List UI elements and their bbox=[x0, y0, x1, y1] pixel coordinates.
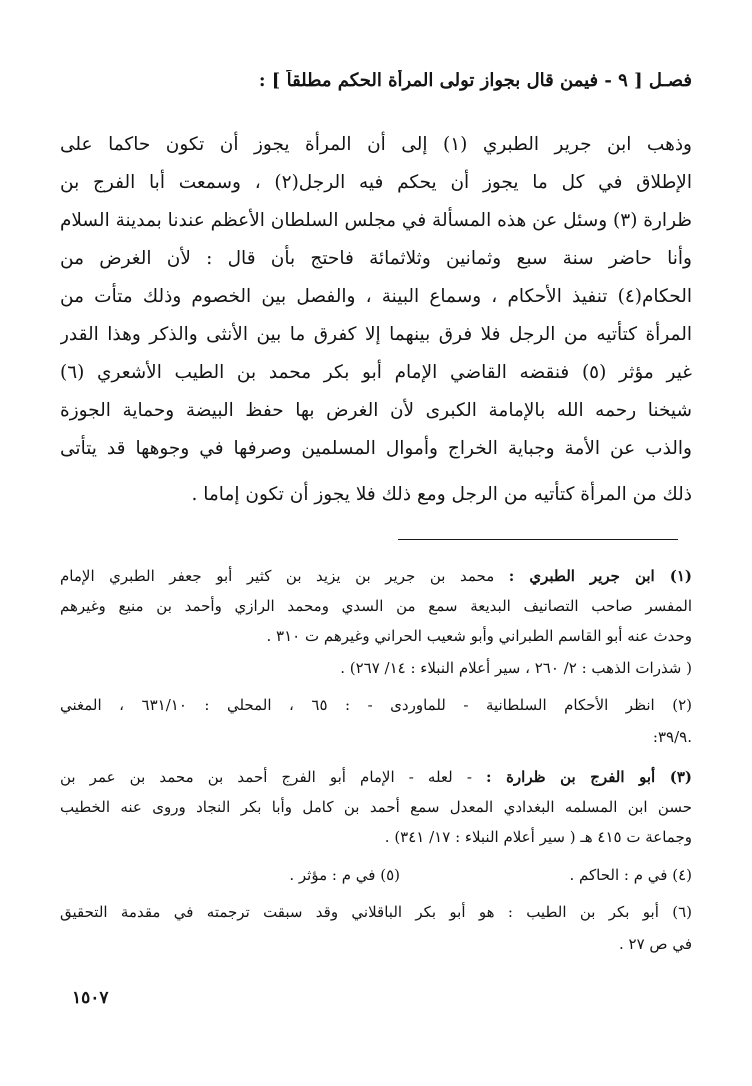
footnote-3-title: (٣) أبو الفرج بن ظرارة : bbox=[485, 768, 692, 786]
body-line-3: ظرارة (٣) وسئل عن هذه المسألة في مجلس السلطان الأعظم عندنا بمدينة السلام bbox=[60, 210, 692, 231]
footnote-3-text: - لعله - الإمام أبو الفرج أحمد بن محمد بن عمر بن bbox=[60, 768, 472, 786]
footnote-3-line-3: وجماعة ت ٤١٥ هـ ( سير أعلام النبلاء : ١٧/ ٣٤١) . bbox=[384, 828, 692, 846]
body-line-10: ذلك من المرأة كتأتيه من الرجل ومع ذلك فلا يجوز أن تكون إماما . bbox=[191, 484, 692, 505]
section-heading: فصـل [ ٩ - فيمن قال بجواز تولى المرأة الحكم مطلقاً ] : bbox=[258, 70, 692, 91]
footnote-separator bbox=[398, 539, 678, 540]
page-number: ١٥٠٧ bbox=[72, 988, 109, 1008]
body-line-7: غير مؤثر (٥) فنقضه القاضي الإمام أبو بكر محمد بن الطيب الأشعري (٦) bbox=[60, 362, 692, 383]
footnote-1-line-1 bbox=[60, 562, 692, 590]
footnote-4: (٤) في م : الحاكم . bbox=[569, 866, 692, 884]
footnote-6-line-1: (٦) أبو بكر بن الطيب : هو أبو بكر الباقلاني وقد سبقت ترجمته في مقدمة التحقيق bbox=[60, 903, 692, 921]
footnote-3-line-2: حسن ابن المسلمه البغدادي المعدل سمع أحمد بن كامل وأبا بكر النجاد وروى عنه الخطيب bbox=[60, 798, 692, 816]
footnote-1-text: محمد بن جرير بن يزيد بن كثير أبو جعفر الطبري الإمام bbox=[60, 567, 495, 585]
body-line-9: والذب عن الأمة وجباية الخراج وأموال المسلمين وصرفها في وجوهها قد يتأتى bbox=[60, 438, 692, 459]
footnote-2-line-1: (٢) انظر الأحكام السلطانية - للماوردى - : ٦٥ ، المحلي : ٦٣١/١٠ ، المغني bbox=[60, 696, 692, 714]
footnote-1-title: (١) ابن جرير الطبري : bbox=[508, 567, 692, 585]
body-line-2: الإطلاق في كل ما يجوز أن يحكم فيه الرجل(٢) ، وسمعت أبا الفرج بن bbox=[60, 172, 692, 193]
footnote-6-line-2: في ص ٢٧ . bbox=[618, 935, 692, 953]
body-line-4: وأنا حاضر سنة سبع وثمانين وثلاثمائة فاحتج بأن قال : لأن الغرض من bbox=[60, 248, 692, 269]
footnote-1-line-3: وحدث عنه أبو القاسم الطبراني وأبو شعيب الحراني وغيرهم ت ٣١٠ . bbox=[266, 627, 692, 645]
footnote-1-line-2: المفسر صاحب التصانيف البديعة سمع من السدي ومحمد الرازي وأحمد بن منيع وغيرهم bbox=[60, 597, 692, 615]
footnote-1-line-4: ( شذرات الذهب : ٢/ ٢٦٠ ، سير أعلام النبلاء : ١٤/ ٢٦٧) . bbox=[340, 659, 692, 677]
body-line-1: وذهب ابن جرير الطبري (١) إلى أن المرأة يجوز أن تكون حاكما على bbox=[60, 134, 692, 155]
footnote-3-line-1 bbox=[60, 763, 692, 791]
footnote-2-line-2: .٣٩/٩: bbox=[652, 728, 692, 746]
body-line-8: شيخنا رحمه الله بالإمامة الكبرى لأن الغرض بها حفظ البيضة وحماية الجوزة bbox=[60, 400, 692, 421]
body-line-6: المرأة كتأتيه من الرجل فلا فرق بينهما إلا كفرق ما بين الأنثى والذكر وهذا القدر bbox=[60, 324, 692, 345]
footnote-5: (٥) في م : مؤثر . bbox=[289, 866, 400, 884]
body-line-5: الحكام(٤) تنفيذ الأحكام ، وسماع البينة ، والفصل بين الخصوم وذلك متأت من bbox=[60, 286, 692, 307]
